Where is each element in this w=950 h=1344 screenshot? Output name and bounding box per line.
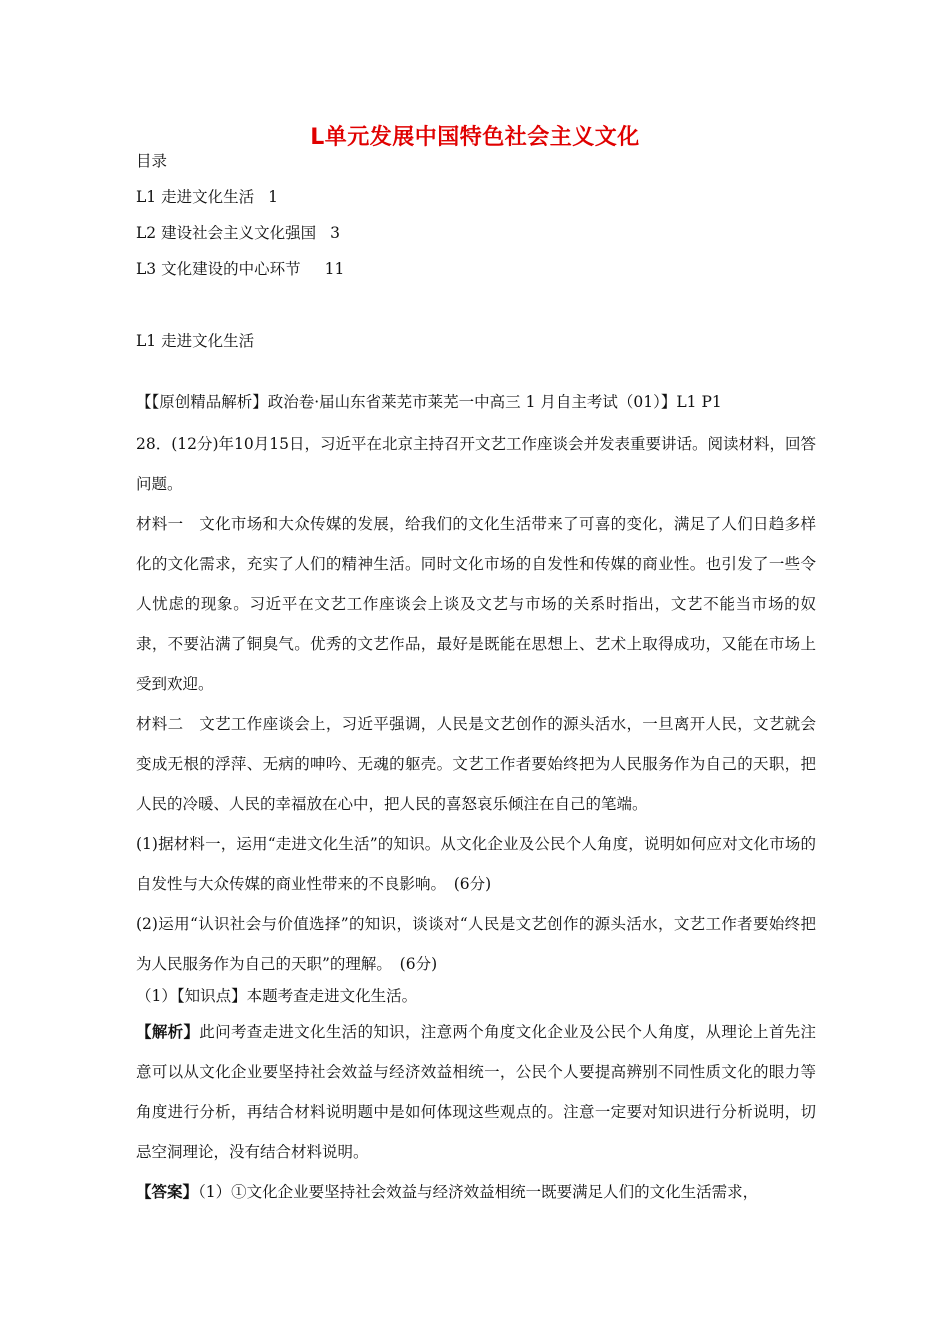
toc-heading: 目录 — [136, 152, 168, 170]
toc-item-page: 1 — [268, 188, 278, 206]
toc-item-page: 3 — [330, 224, 340, 242]
analysis-label: 【解析】 — [136, 1022, 200, 1041]
material-one: 材料一 文化市场和大众传媒的发展，给我们的文化生活带来了可喜的变化，满足了人们日趋多样化的文化需求，充实了人们的精神生活。同时文化市场的自发性和传媒的商业性。也引发了一些令人忧虑的现象。习近平在文艺工作座谈会上谈及文艺与市场的关系时指出，文艺不能当市场的奴隶，不要沾满了铜臭气。优秀的文艺作品，最好是既能在思想上、艺术上取得成功，又能在市场上受到欢迎。 — [136, 515, 816, 693]
toc-item — [136, 187, 278, 207]
material-two: 材料二 文艺工作座谈会上，习近平强调，人民是文艺创作的源头活水，一旦离开人民，文艺就会变成无根的浮萍、无病的呻吟、无魂的躯壳。文艺工作者要始终把为人民服务作为自己的天职，把人民的冷暖、人民的幸福放在心中，把人民的喜怒哀乐倾注在自己的笔端。 — [136, 715, 816, 813]
toc-item-label: L2 建设社会主义文化强国 — [136, 224, 317, 242]
toc-item-label: L3 文化建设的中心环节 — [136, 260, 301, 278]
answer-label: 【答案】 — [136, 1182, 199, 1201]
section-heading: L1 走进文化生活 — [136, 332, 255, 350]
knowledge-point: （1）【知识点】本题考查走进文化生活。 — [136, 987, 418, 1005]
question-two: (2)运用“认识社会与价值选择”的知识，谈谈对“人民是文艺创作的源头活水，文艺工作者要始终把为人民服务作为自己的天职”的理解。 (6分) — [136, 915, 816, 973]
analysis-text: 此问考查走进文化生活的知识，注意两个角度文化企业及公民个人角度，从理论上首先注意可以从文化企业要坚持社会效益与经济效益相统一，公民个人要提高辨别不同性质文化的眼力等角度进行分析，再结合材料说明题中是如何体现这些观点的。注意一定要对知识进行分析说明，切忌空洞理论，没有结合材料说明。 — [136, 1023, 816, 1161]
toc-item — [136, 223, 340, 243]
answer-text: （1）①文化企业要坚持社会效益与经济效益相统一既要满足人们的文化生活需求， — [198, 1183, 759, 1201]
analysis-block — [136, 1012, 816, 1172]
toc-item-page: 11 — [324, 260, 345, 278]
question-one: (1)据材料一，运用“走进文化生活”的知识。从文化企业及公民个人角度，说明如何应对文化市场的自发性与大众传媒的商业性带来的不良影响。 (6分) — [136, 835, 816, 893]
answer-block — [136, 1172, 816, 1212]
source-line: 【【原创精品解析】政治卷·届山东省莱芜市莱芜一中高三 1 月自主考试（01）】L1 P1 — [136, 393, 722, 411]
toc-item — [136, 259, 344, 279]
question-intro: 28．(12分)年10月15日，习近平在北京主持召开文艺工作座谈会并发表重要讲话。阅读材料，回答问题。 — [136, 435, 816, 493]
toc-item-label: L1 走进文化生活 — [136, 188, 255, 206]
document-title: L单元发展中国特色社会主义文化 — [310, 125, 640, 150]
